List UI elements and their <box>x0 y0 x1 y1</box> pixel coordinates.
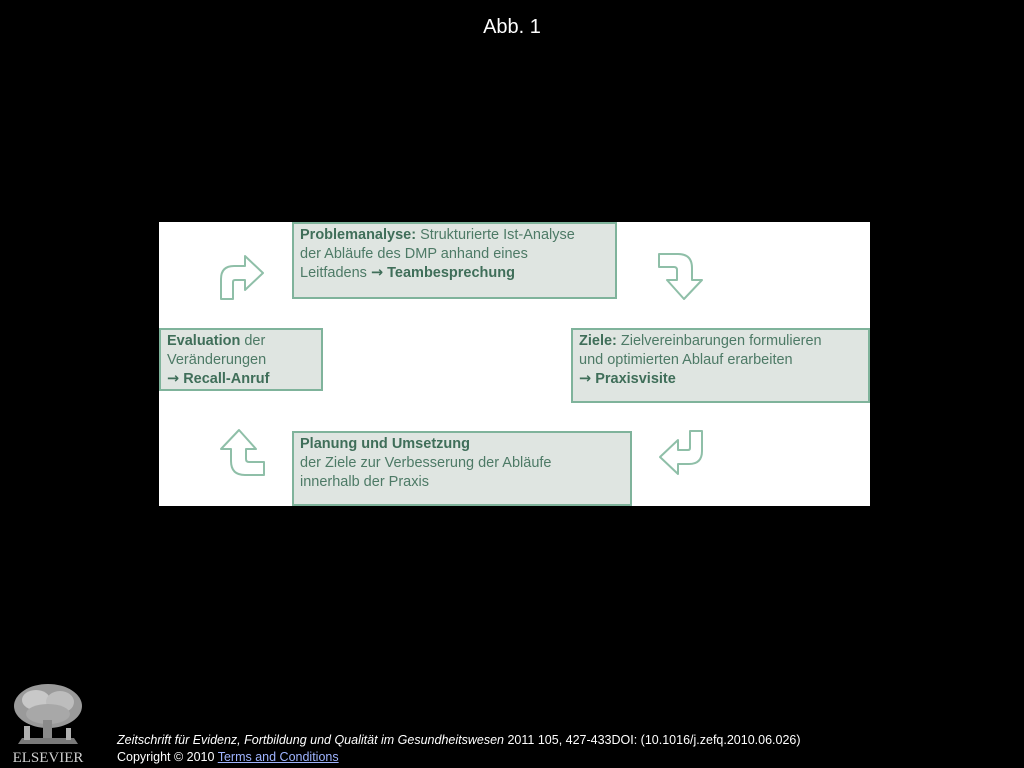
terms-and-conditions-link[interactable]: Terms and Conditions <box>217 750 339 764</box>
goals-text-1: Zielvereinbarungen formulieren <box>620 333 822 349</box>
goals-box <box>571 328 870 403</box>
planning-box <box>292 431 632 506</box>
arrow-glyph: → <box>370 265 384 281</box>
elsevier-wordmark: ELSEVIER <box>12 750 84 766</box>
goals-text-2: und optimierten Ablauf erarbeiten <box>579 352 793 368</box>
planning-text-1: der Ziele zur Verbesserung der Abläufe <box>300 455 552 471</box>
problem-text-1: Strukturierte Ist-Analyse <box>420 227 575 243</box>
goals-action: Praxisvisite <box>595 371 676 387</box>
problem-text-2: der Abläufe des DMP anhand eines <box>300 246 528 262</box>
slide-title: Abb. 1 <box>483 16 541 38</box>
citation-details: 2011 105, 427-433DOI: (10.1016/j.zefq.2010.06.026) <box>507 733 801 747</box>
problem-heading: Problemanalyse: <box>300 227 417 243</box>
planning-text-2: innerhalb der Praxis <box>300 474 429 490</box>
curved-arrow-top-left-icon <box>215 252 267 302</box>
evaluation-heading: Evaluation <box>167 333 241 349</box>
journal-name: Zeitschrift für Evidenz, Fortbildung und Qualität im Gesundheitswesen <box>117 733 504 747</box>
copyright-text: Copyright © 2010 <box>117 750 215 764</box>
evaluation-text-1: der <box>244 333 266 349</box>
elsevier-logo <box>8 680 88 766</box>
evaluation-text-2: Veränderungen <box>167 352 267 368</box>
planning-heading: Planung und Umsetzung <box>300 436 470 452</box>
cycle-diagram <box>159 222 870 506</box>
curved-arrow-bottom-left-icon <box>215 427 267 479</box>
problem-analysis-box <box>292 222 617 299</box>
curved-arrow-bottom-right-icon <box>656 428 708 478</box>
evaluation-action: Recall-Anruf <box>183 371 270 387</box>
problem-action: Teambesprechung <box>387 265 515 281</box>
curved-arrow-top-right-icon <box>656 250 708 302</box>
goals-heading: Ziele: <box>579 333 617 349</box>
evaluation-box <box>159 328 323 391</box>
citation-block <box>117 732 801 766</box>
arrow-glyph: → <box>579 371 592 387</box>
arrow-glyph: → <box>167 371 180 387</box>
problem-text-3: Leitfadens <box>300 265 367 281</box>
